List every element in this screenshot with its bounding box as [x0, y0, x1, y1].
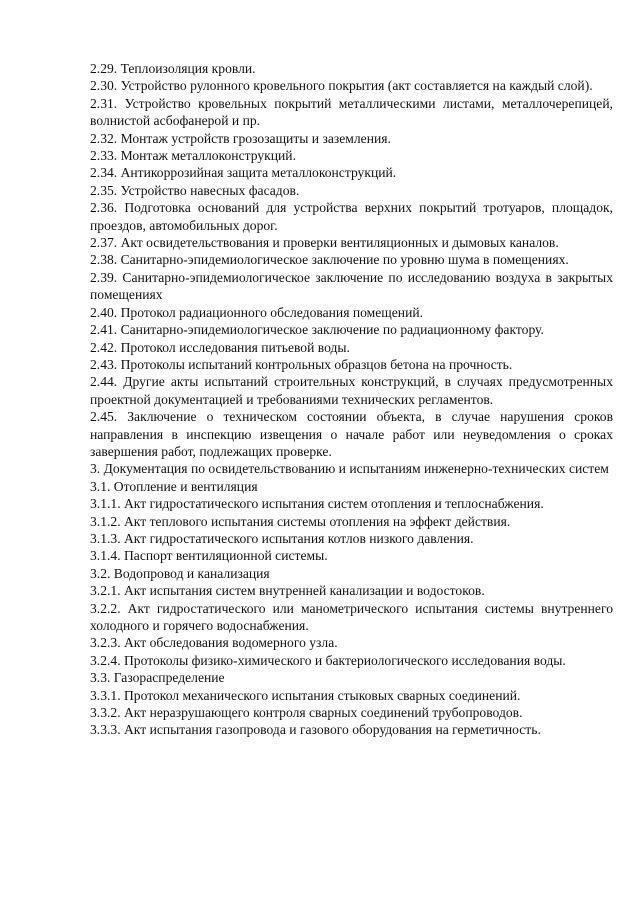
subsection-3-3-heading: 3.3. Газораспределение: [90, 670, 225, 686]
paragraph-2-35: 2.35. Устройство навесных фасадов.: [90, 182, 300, 198]
paragraph-2-38: 2.38. Санитарно-эпидемиологическое заключение по уровню шума в помещениях.: [90, 252, 569, 268]
paragraph-2-43: 2.43. Протоколы испытаний контрольных образцов бетона на прочность.: [90, 356, 513, 372]
paragraph-3-3-1: 3.3.1. Протокол механического испытания стыковых сварных соединений.: [90, 687, 521, 703]
document-body: [90, 60, 613, 739]
paragraph-2-31: 2.31. Устройство кровельных покрытий металлическими листами, металлочерепицей, волнистой асбофанерой и пр.: [90, 95, 613, 129]
paragraph-2-37: 2.37. Акт освидетельствования и проверки вентиляционных и дымовых каналов.: [90, 235, 559, 251]
section-3-heading: 3. Документация по освидетельствованию и испытаниям инженерно-технических систем: [90, 461, 609, 477]
paragraph-2-39: 2.39. Санитарно-эпидемиологическое заключение по исследованию воздуха в закрытых помещениях: [90, 269, 613, 303]
paragraph-3-1-3: 3.1.3. Акт гидростатического испытания котлов низкого давления.: [90, 530, 474, 546]
paragraph-3-2-4: 3.2.4. Протоколы физико-химического и бактериологического исследования воды.: [90, 652, 566, 668]
paragraph-3-1-4: 3.1.4. Паспорт вентиляционной системы.: [90, 548, 328, 564]
subsection-3-2-heading: 3.2. Водопровод и канализация: [90, 565, 270, 581]
paragraph-2-41: 2.41. Санитарно-эпидемиологическое заключение по радиационному фактору.: [90, 322, 544, 338]
paragraph-3-3-3: 3.3.3. Акт испытания газопровода и газового оборудования на герметичность.: [90, 722, 541, 738]
paragraph-2-45: 2.45. Заключение о техническом состоянии объекта, в случае нарушения сроков направления в инспекцию извещения о начале работ или неуведомления о сроках завершения работ, подлежащих проверке.: [90, 409, 613, 459]
paragraph-3-1-1: 3.1.1. Акт гидростатического испытания систем отопления и теплоснабжения.: [90, 496, 544, 512]
paragraph-2-33: 2.33. Монтаж металлоконструкций.: [90, 148, 296, 164]
paragraph-2-32: 2.32. Монтаж устройств грозозащиты и заземления.: [90, 130, 391, 146]
paragraph-3-3-2: 3.3.2. Акт неразрушающего контроля сварных соединений трубопроводов.: [90, 705, 523, 721]
paragraph-3-2-1: 3.2.1. Акт испытания систем внутренней канализации и водостоков.: [90, 583, 485, 599]
paragraph-3-2-3: 3.2.3. Акт обследования водомерного узла.: [90, 635, 338, 651]
paragraph-2-29: 2.29. Теплоизоляция кровли.: [90, 61, 256, 76]
paragraph-2-34: 2.34. Антикоррозийная защита металлоконструкций.: [90, 165, 397, 181]
paragraph-2-44: 2.44. Другие акты испытаний строительных конструкций, в случаях предусмотренных проектной документацией и требованиями технических регламентов.: [90, 374, 613, 407]
paragraph-2-42: 2.42. Протокол исследования питьевой воды.: [90, 339, 350, 355]
subsection-3-1-heading: 3.1. Отопление и вентиляция: [90, 478, 258, 494]
paragraph-3-2-2: 3.2.2. Акт гидростатического или манометрического испытания системы внутреннего холодного и горячего водоснабжения.: [90, 600, 613, 633]
paragraph-2-36: 2.36. Подготовка оснований для устройства верхних покрытий тротуаров, площадок, проездов, автомобильных дорог.: [90, 200, 613, 233]
paragraph-2-30: 2.30. Устройство рулонного кровельного покрытия (акт составляется на каждый слой).: [90, 78, 593, 94]
paragraph-2-40: 2.40. Протокол радиационного обследования помещений.: [90, 304, 424, 320]
paragraph-3-1-2: 3.1.2. Акт теплового испытания системы отопления на эффект действия.: [90, 513, 511, 529]
